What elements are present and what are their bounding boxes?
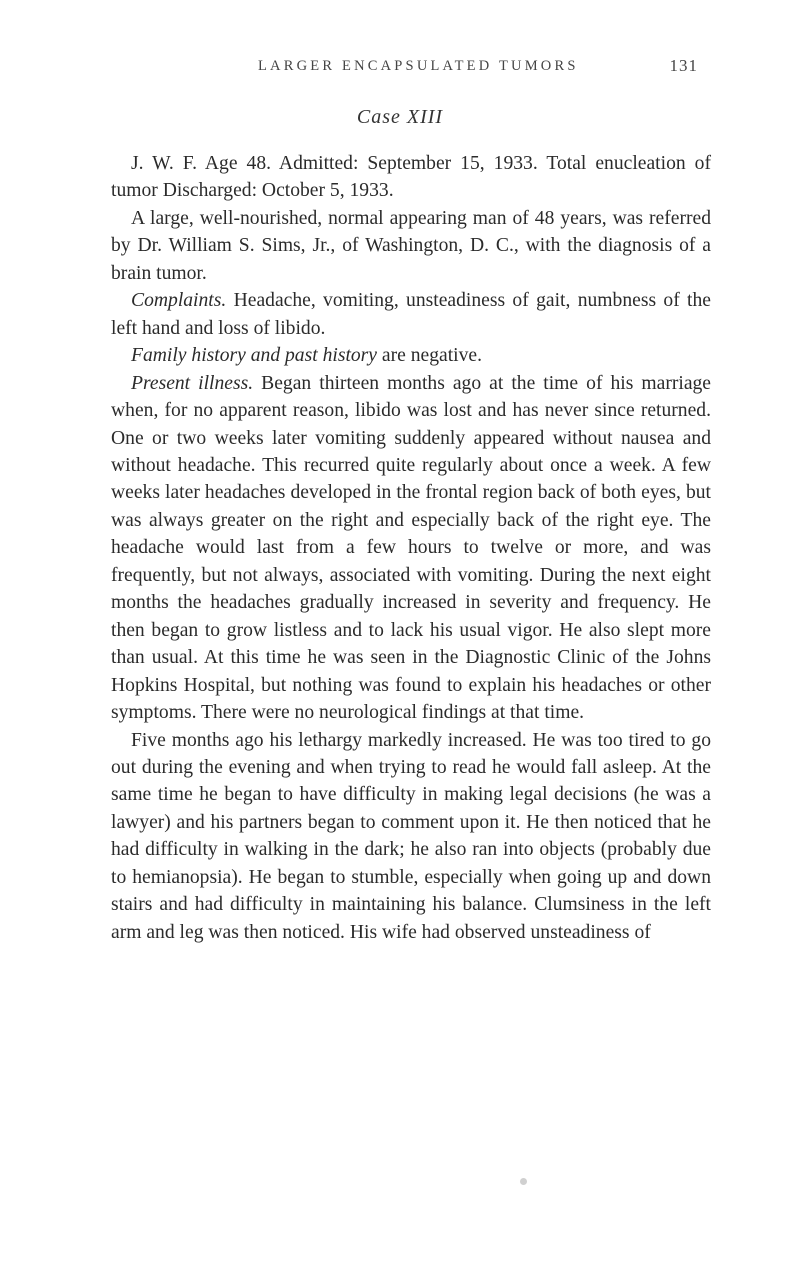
- complaints-text: Headache, vomiting, unsteadiness of gait, numbness of the left hand and loss of libido.: [111, 290, 711, 339]
- complaints-paragraph: [111, 287, 711, 342]
- lethargy-paragraph: Five months ago his lethargy markedly increased. He was too tired to go out during the evening and when trying to read he would fall asleep. At the same time he began to have difficulty in making legal decisions (he was a lawyer) and his partners began to comment upon it. He then noticed that he had difficulty in walking in the dark; he also ran into objects (probably due to hemianopsia). He began to stumble, especially when going up and down stairs and had difficulty in maintaining his balance. Clumsiness in the left arm and leg was then noticed. His wife had observed unsteadiness of: [111, 729, 711, 943]
- case-title: Case XIII: [356, 106, 444, 128]
- admission-paragraph: J. W. F. Age 48. Admitted: September 15, 1933. Total enucleation of tumor Discharged: October 5, 1933.: [111, 153, 711, 202]
- present-illness-paragraph: [111, 370, 711, 727]
- present-illness-text: Began thirteen months ago at the time of his marriage when, for no apparent reason, libido was lost and has never since returned. One or two weeks later vomiting suddenly appeared without nausea and without headache. This recurred quite regularly about once a week. A few weeks later headaches developed in the frontal region back of both eyes, but was always greater on the right and especially back of the right eye. The headache would last from a few hours to twelve or more, and was frequently, but not always, associated with vomiting. During the next eight months the headaches gradually increased in severity and frequency. He then began to grow listless and to lack his usual vigor. He also slept more than usual. At this time he was seen in the Diagnostic Clinic of the Johns Hopkins Hospital, but nothing was found to explain his headaches or other symptoms. There were no neurological findings at that time.: [111, 372, 712, 724]
- running-title: LARGER ENCAPSULATED TUMORS: [258, 58, 579, 74]
- history-label: Family history and past history: [131, 345, 378, 367]
- history-text: are negative.: [377, 345, 482, 367]
- running-header: [0, 58, 800, 82]
- complaints-label: Complaints.: [131, 290, 227, 312]
- history-paragraph: [111, 342, 711, 369]
- page-number: 131: [669, 56, 698, 75]
- referral-paragraph: A large, well-nourished, normal appearing man of 48 years, was referred by Dr. William S. Sims, Jr., of Washington, D. C., with the diagnosis of a brain tumor.: [111, 207, 711, 284]
- ink-spot: [520, 1178, 527, 1185]
- body-text: [111, 150, 711, 946]
- present-illness-label: Present illness.: [131, 372, 254, 394]
